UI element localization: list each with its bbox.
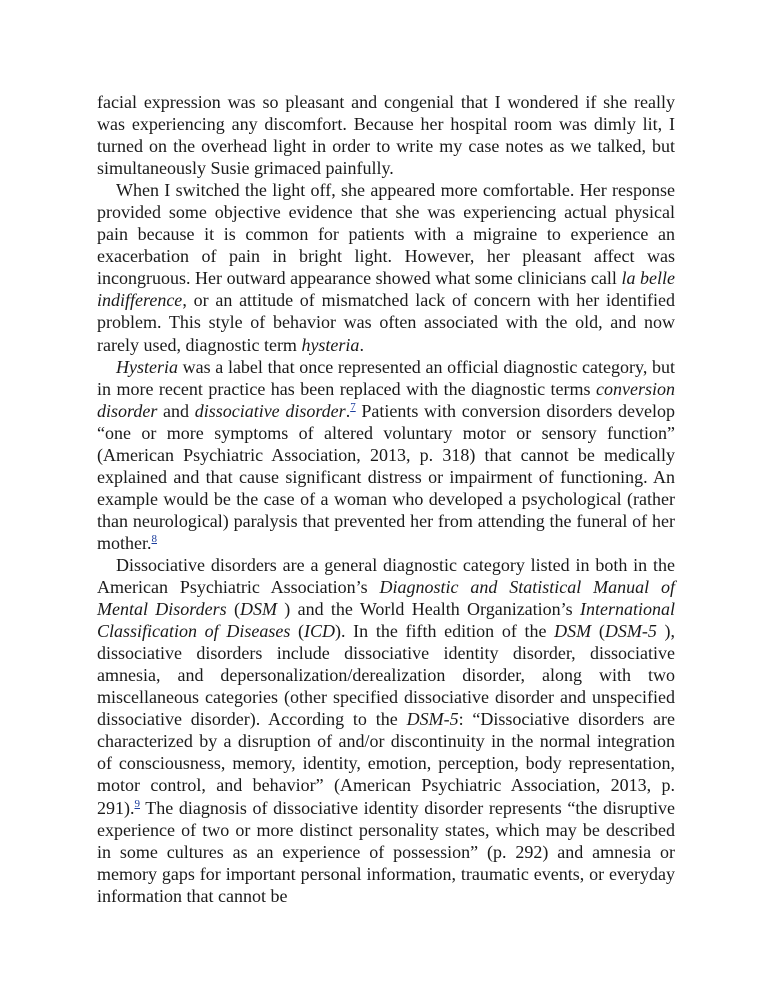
text-run: When I switched the light off, she appeared more comfortable. Her response provided some objective evidence that she was experiencing actual physical pain because it is common for patients with a migraine to experience an exacerbation of pain in bright light. However, her pleasant affect was incongruous. Her outward appearance showed what some clinicians call	[97, 180, 675, 289]
italic-term: DSM	[239, 599, 277, 620]
text-run: (	[226, 599, 240, 620]
footnote-ref-9[interactable]: 9	[134, 797, 140, 810]
paragraph-3	[97, 356, 675, 554]
italic-term: DSM-5	[406, 709, 459, 730]
italic-term: International Classification of Diseases	[97, 599, 675, 642]
text-run: ), dissociative disorders include dissociative identity disorder, dissociative amnesia, and depersonalization/derealization disorder, along with two miscellaneous categories (other specified dissociative disorder and unspecified dissociative disorder). According to the	[97, 621, 675, 730]
italic-term: Hysteria	[116, 356, 178, 377]
paragraph-2	[97, 179, 675, 355]
italic-term: dissociative disorder	[194, 400, 346, 421]
italic-term: hysteria	[301, 334, 360, 355]
italic-term: ICD	[304, 621, 336, 642]
text-run: Dissociative disorders are a general diagnostic category listed in both in the American Psychiatric Association’s	[97, 554, 675, 598]
footnote-ref-8[interactable]: 8	[151, 532, 157, 545]
text-run: .	[359, 334, 364, 355]
text-run: Patients with conversion disorders develop “one or more symptoms of altered voluntary motor or sensory function” (American Psychiatric Association, 2013, p. 318) that cannot be medically explained and that cause significant distress or impairment of functioning. An example would be the case of a woman who developed a psychological (rather than neurological) paralysis that prevented her from attending the funeral of her mother.	[97, 400, 675, 553]
paragraph-4	[97, 554, 675, 907]
text-run: (	[591, 621, 605, 642]
footnote-ref-7[interactable]: 7	[350, 400, 356, 413]
text-run: : “Dissociative disorders are characterized by a disruption of and/or discontinuity in the normal integration of consciousness, memory, identity, emotion, perception, body representation, motor control, and behavior” (American Psychiatric Association, 2013, p. 291).	[97, 709, 675, 818]
text-run: (	[290, 621, 305, 642]
text-run: and	[157, 400, 195, 421]
italic-term: Diagnostic and Statistical Manual of Mental Disorders	[97, 577, 675, 620]
italic-term: la belle indifference	[97, 268, 676, 311]
text-run: facial expression was so pleasant and congenial that I wondered if she really was experiencing any discomfort. Because her hospital room was dimly lit, I turned on the overhead light in order to write my case notes as we talked, but simultaneously Susie grimaced painfully.	[97, 92, 675, 179]
italic-term: conversion disorder	[97, 378, 675, 421]
text-run: , or an attitude of mismatched lack of concern with her identified problem. This style of behavior was often associated with the old, and now rarely used, diagnostic term	[97, 290, 675, 355]
text-run: ). In the fifth edition of the	[335, 621, 555, 642]
italic-term: DSM-5	[604, 621, 657, 642]
italic-term: DSM	[554, 621, 592, 642]
page-body	[97, 91, 675, 907]
text-run: The diagnosis of dissociative identity disorder represents “the disruptive experience of two or more distinct personality states, which may be described in some cultures as an experience of possession” (p. 292) and amnesia or memory gaps for important personal information, traumatic events, or everyday information that cannot be	[97, 797, 675, 906]
paragraph-1	[97, 91, 675, 179]
text-run: .	[345, 400, 351, 421]
text-run: was a label that once represented an official diagnostic category, but in more recent practice has been replaced with the diagnostic terms	[97, 356, 675, 399]
text-run: ) and the World Health Organization’s	[276, 599, 580, 620]
